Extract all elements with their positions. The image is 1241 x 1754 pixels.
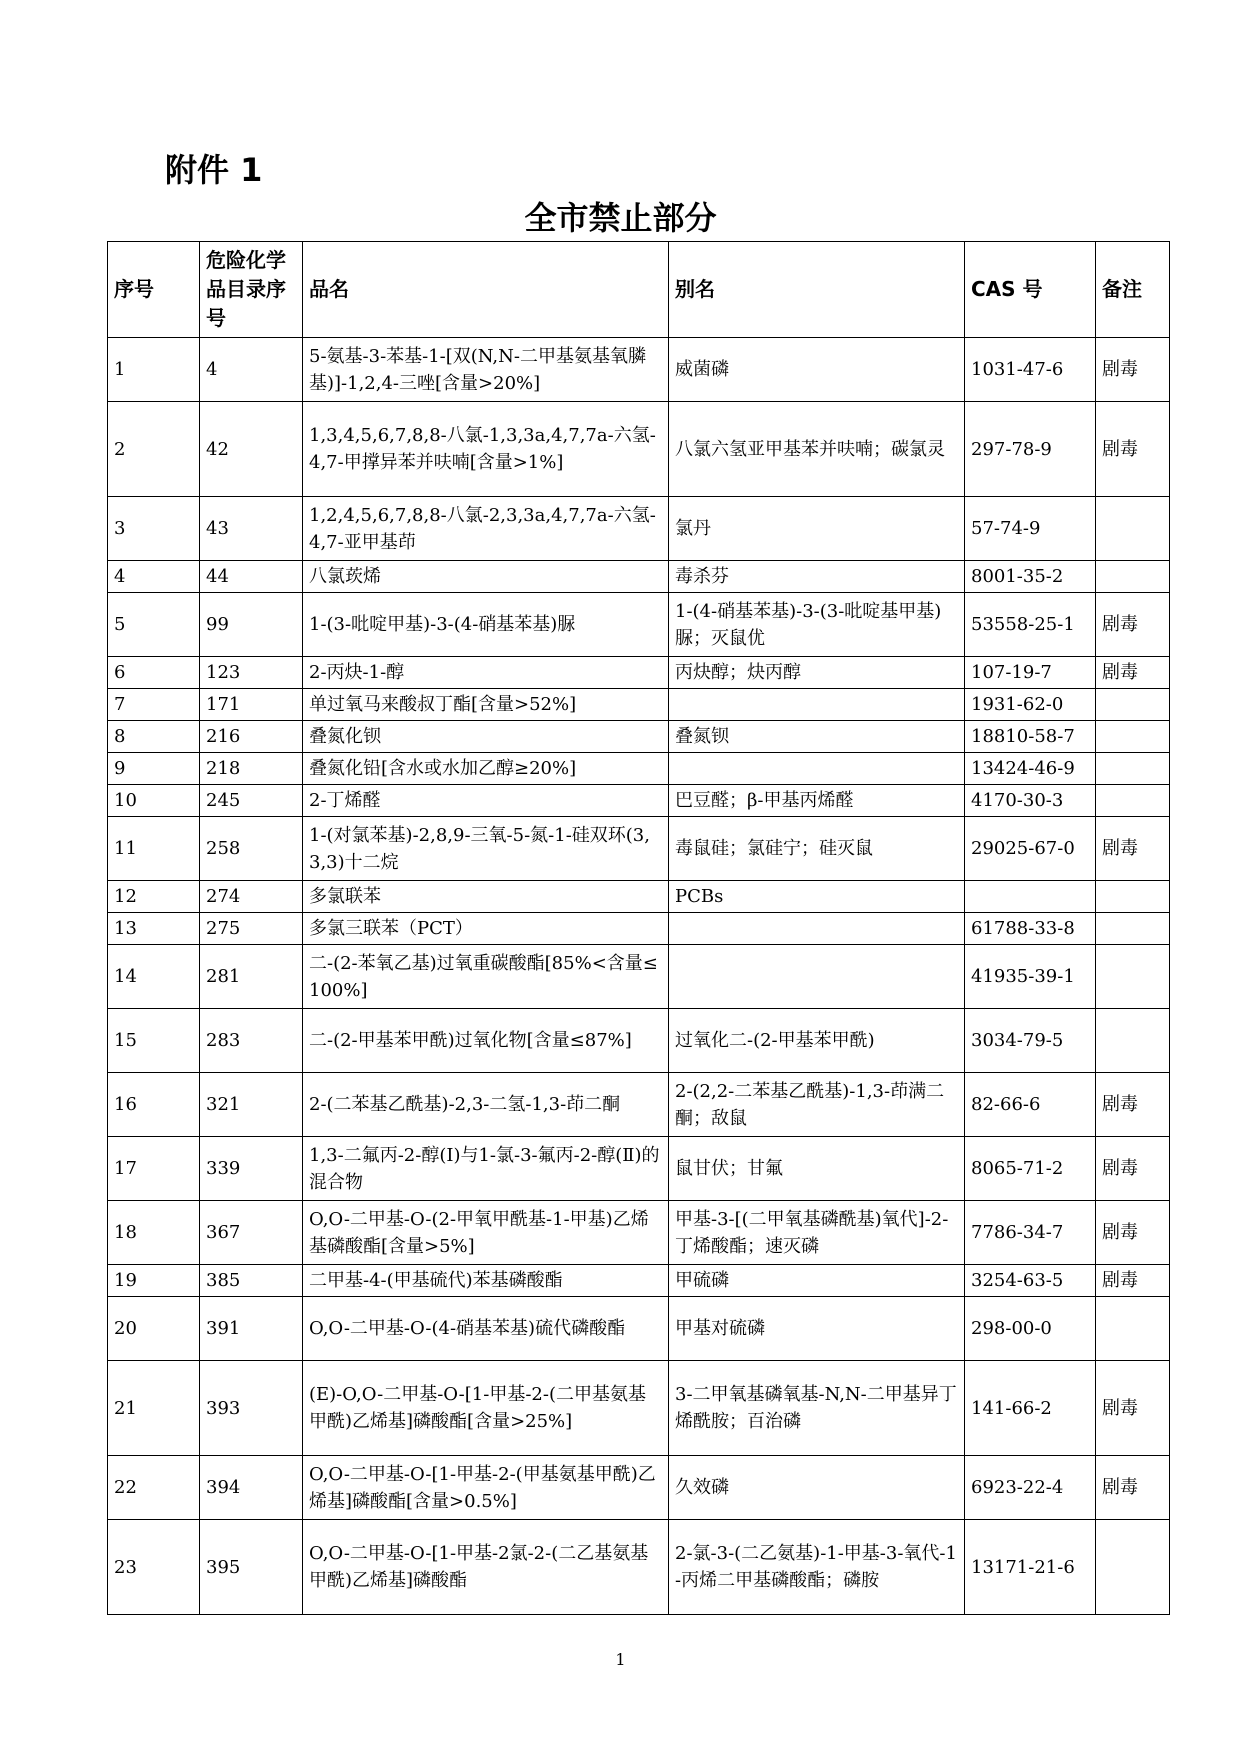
cell-no: 23: [108, 1520, 200, 1615]
cell-name: 多氯联苯: [303, 881, 669, 913]
cell-catalog-no: 367: [200, 1201, 303, 1265]
table-row: [108, 1265, 1170, 1297]
cell-name: O,O-二甲基-O-[1-甲基-2氯-2-(二乙基氨基甲酰)乙烯基]磷酸酯: [303, 1520, 669, 1615]
cell-catalog-no: 393: [200, 1361, 303, 1456]
cell-note: [1096, 1009, 1170, 1073]
table-row: [108, 689, 1170, 721]
cell-cas: 8065-71-2: [965, 1137, 1096, 1201]
cell-catalog-no: 283: [200, 1009, 303, 1073]
cell-alias: 八氯六氢亚甲基苯并呋喃；碳氯灵: [669, 402, 965, 497]
cell-no: 22: [108, 1456, 200, 1520]
cell-no: 15: [108, 1009, 200, 1073]
cell-name: 八氯莰烯: [303, 561, 669, 593]
cell-note: 剧毒: [1096, 593, 1170, 657]
cell-note: 剧毒: [1096, 1201, 1170, 1265]
cell-alias: 甲基-3-[(二甲氧基磷酰基)氧代]-2-丁烯酸酯；速灭磷: [669, 1201, 965, 1265]
cell-name: 1,2,4,5,6,7,8,8-八氯-2,3,3a,4,7,7a-六氢-4,7-亚甲基茚: [303, 497, 669, 561]
cell-alias: [669, 689, 965, 721]
cell-catalog-no: 385: [200, 1265, 303, 1297]
cell-catalog-no: 274: [200, 881, 303, 913]
cell-alias: 毒杀芬: [669, 561, 965, 593]
cell-alias: 2-(2,2-二苯基乙酰基)-1,3-茚满二酮；敌鼠: [669, 1073, 965, 1137]
cell-no: 21: [108, 1361, 200, 1456]
cell-cas: 13171-21-6: [965, 1520, 1096, 1615]
cell-name: 1,3,4,5,6,7,8,8-八氯-1,3,3a,4,7,7a-六氢-4,7-甲撑异苯并呋喃[含量>1%]: [303, 402, 669, 497]
cell-no: 4: [108, 561, 200, 593]
cell-note: 剧毒: [1096, 402, 1170, 497]
cell-no: 10: [108, 785, 200, 817]
cell-cas: 298-00-0: [965, 1297, 1096, 1361]
cell-no: 19: [108, 1265, 200, 1297]
cell-name: 1-(对氯苯基)-2,8,9-三氧-5-氮-1-硅双环(3,3,3)十二烷: [303, 817, 669, 881]
cell-name: 叠氮化铅[含水或水加乙醇≥20%]: [303, 753, 669, 785]
cell-cas: 4170-30-3: [965, 785, 1096, 817]
cell-cas: 1031-47-6: [965, 338, 1096, 402]
cell-name: 5-氨基-3-苯基-1-[双(N,N-二甲基氨基氧膦基)]-1,2,4-三唑[含量>20%]: [303, 338, 669, 402]
table-row: [108, 338, 1170, 402]
cell-alias: 威菌磷: [669, 338, 965, 402]
cell-name: 2-丙炔-1-醇: [303, 657, 669, 689]
table-row: [108, 1201, 1170, 1265]
cell-note: [1096, 945, 1170, 1009]
cell-catalog-no: 4: [200, 338, 303, 402]
cell-catalog-no: 391: [200, 1297, 303, 1361]
cell-name: O,O-二甲基-O-[1-甲基-2-(甲基氨基甲酰)乙烯基]磷酸酯[含量>0.5%]: [303, 1456, 669, 1520]
cell-catalog-no: 245: [200, 785, 303, 817]
cell-cas: 6923-22-4: [965, 1456, 1096, 1520]
cell-catalog-no: 218: [200, 753, 303, 785]
cell-name: 2-丁烯醛: [303, 785, 669, 817]
cell-catalog-no: 275: [200, 913, 303, 945]
cell-alias: [669, 945, 965, 1009]
cell-cas: [965, 881, 1096, 913]
cell-cas: 29025-67-0: [965, 817, 1096, 881]
table-row: [108, 721, 1170, 753]
cell-cas: 3254-63-5: [965, 1265, 1096, 1297]
cell-cas: 1931-62-0: [965, 689, 1096, 721]
cell-note: 剧毒: [1096, 1456, 1170, 1520]
cell-cas: 53558-25-1: [965, 593, 1096, 657]
cell-note: [1096, 1297, 1170, 1361]
table-row: [108, 785, 1170, 817]
cell-cas: 13424-46-9: [965, 753, 1096, 785]
table-row: [108, 753, 1170, 785]
cell-alias: 1-(4-硝基苯基)-3-(3-吡啶基甲基)脲；灭鼠优: [669, 593, 965, 657]
cell-cas: 41935-39-1: [965, 945, 1096, 1009]
table-row: [108, 817, 1170, 881]
attachment-heading: 附件 1: [165, 151, 263, 189]
cell-note: [1096, 1520, 1170, 1615]
cell-alias: 久效磷: [669, 1456, 965, 1520]
cell-name: 叠氮化钡: [303, 721, 669, 753]
page-number: 1: [615, 1650, 626, 1669]
cell-alias: [669, 753, 965, 785]
cell-name: 二甲基-4-(甲基硫代)苯基磷酸酯: [303, 1265, 669, 1297]
cell-cas: 3034-79-5: [965, 1009, 1096, 1073]
cell-name: 1-(3-吡啶甲基)-3-(4-硝基苯基)脲: [303, 593, 669, 657]
cell-alias: 丙炔醇；炔丙醇: [669, 657, 965, 689]
cell-note: [1096, 561, 1170, 593]
cell-alias: 巴豆醛；β-甲基丙烯醛: [669, 785, 965, 817]
cell-catalog-no: 171: [200, 689, 303, 721]
cell-note: 剧毒: [1096, 338, 1170, 402]
page-title: 全市禁止部分: [524, 199, 717, 237]
cell-name: O,O-二甲基-O-(4-硝基苯基)硫代磷酸酯: [303, 1297, 669, 1361]
table-row: [108, 497, 1170, 561]
cell-catalog-no: 339: [200, 1137, 303, 1201]
col-header-no: 序号: [108, 242, 200, 338]
cell-note: 剧毒: [1096, 1137, 1170, 1201]
cell-cas: 141-66-2: [965, 1361, 1096, 1456]
cell-note: [1096, 881, 1170, 913]
table-row: [108, 1456, 1170, 1520]
cell-name: 2-(二苯基乙酰基)-2,3-二氢-1,3-茚二酮: [303, 1073, 669, 1137]
cell-catalog-no: 281: [200, 945, 303, 1009]
cell-cas: 82-66-6: [965, 1073, 1096, 1137]
table-row: [108, 1137, 1170, 1201]
cell-no: 20: [108, 1297, 200, 1361]
cell-no: 8: [108, 721, 200, 753]
cell-note: 剧毒: [1096, 1361, 1170, 1456]
cell-name: (E)-O,O-二甲基-O-[1-甲基-2-(二甲基氨基甲酰)乙烯基]磷酸酯[含量>25%]: [303, 1361, 669, 1456]
cell-no: 6: [108, 657, 200, 689]
cell-cas: 7786-34-7: [965, 1201, 1096, 1265]
table-row: [108, 1361, 1170, 1456]
cell-alias: PCBs: [669, 881, 965, 913]
cell-note: 剧毒: [1096, 657, 1170, 689]
cell-no: 7: [108, 689, 200, 721]
table-header-row: [108, 242, 1170, 338]
col-header-name: 品名: [303, 242, 669, 338]
cell-no: 1: [108, 338, 200, 402]
cell-cas: 61788-33-8: [965, 913, 1096, 945]
table-row: [108, 913, 1170, 945]
cell-alias: 叠氮钡: [669, 721, 965, 753]
cell-catalog-no: 321: [200, 1073, 303, 1137]
cell-catalog-no: 99: [200, 593, 303, 657]
cell-alias: 2-氯-3-(二乙氨基)-1-甲基-3-氧代-1-丙烯二甲基磷酸酯；磷胺: [669, 1520, 965, 1615]
table-row: [108, 1297, 1170, 1361]
table-row: [108, 402, 1170, 497]
table-row: [108, 945, 1170, 1009]
col-header-note: 备注: [1096, 242, 1170, 338]
cell-no: 5: [108, 593, 200, 657]
cell-catalog-no: 395: [200, 1520, 303, 1615]
table-row: [108, 657, 1170, 689]
cell-no: 18: [108, 1201, 200, 1265]
cell-note: [1096, 913, 1170, 945]
cell-note: 剧毒: [1096, 1073, 1170, 1137]
cell-cas: 107-19-7: [965, 657, 1096, 689]
cell-no: 11: [108, 817, 200, 881]
table-body: [108, 338, 1170, 1615]
col-header-alias: 别名: [669, 242, 965, 338]
table-row: [108, 561, 1170, 593]
cell-alias: 3-二甲氧基磷氧基-N,N-二甲基异丁烯酰胺；百治磷: [669, 1361, 965, 1456]
cell-alias: 过氧化二-(2-甲基苯甲酰): [669, 1009, 965, 1073]
cell-name: 多氯三联苯（PCT）: [303, 913, 669, 945]
cell-alias: 甲基对硫磷: [669, 1297, 965, 1361]
cell-alias: 鼠甘伏；甘氟: [669, 1137, 965, 1201]
cell-catalog-no: 394: [200, 1456, 303, 1520]
cell-no: 9: [108, 753, 200, 785]
cell-alias: 毒鼠硅；氯硅宁；硅灭鼠: [669, 817, 965, 881]
cell-name: 1,3-二氟丙-2-醇(Ⅰ)与1-氯-3-氟丙-2-醇(Ⅱ)的混合物: [303, 1137, 669, 1201]
cell-note: [1096, 689, 1170, 721]
table-row: [108, 881, 1170, 913]
cell-no: 13: [108, 913, 200, 945]
cell-note: [1096, 785, 1170, 817]
cell-no: 3: [108, 497, 200, 561]
cell-note: 剧毒: [1096, 1265, 1170, 1297]
cell-cas: 18810-58-7: [965, 721, 1096, 753]
cell-cas: 297-78-9: [965, 402, 1096, 497]
table-row: [108, 593, 1170, 657]
col-header-catalog-no: 危险化学品目录序号: [200, 242, 303, 338]
cell-alias: 氯丹: [669, 497, 965, 561]
cell-no: 17: [108, 1137, 200, 1201]
cell-catalog-no: 258: [200, 817, 303, 881]
col-header-cas: CAS 号: [965, 242, 1096, 338]
cell-catalog-no: 123: [200, 657, 303, 689]
cell-catalog-no: 43: [200, 497, 303, 561]
cell-name: 单过氧马来酸叔丁酯[含量>52%]: [303, 689, 669, 721]
chemical-table: [107, 241, 1170, 1615]
cell-alias: [669, 913, 965, 945]
cell-catalog-no: 42: [200, 402, 303, 497]
cell-note: [1096, 753, 1170, 785]
table-row: [108, 1009, 1170, 1073]
cell-name: 二-(2-苯氧乙基)过氧重碳酸酯[85%<含量≤100%]: [303, 945, 669, 1009]
cell-catalog-no: 44: [200, 561, 303, 593]
table-row: [108, 1073, 1170, 1137]
cell-note: [1096, 497, 1170, 561]
cell-no: 12: [108, 881, 200, 913]
cell-catalog-no: 216: [200, 721, 303, 753]
cell-note: 剧毒: [1096, 817, 1170, 881]
cell-cas: 57-74-9: [965, 497, 1096, 561]
cell-name: 二-(2-甲基苯甲酰)过氧化物[含量≤87%]: [303, 1009, 669, 1073]
table-row: [108, 1520, 1170, 1615]
cell-note: [1096, 721, 1170, 753]
cell-no: 14: [108, 945, 200, 1009]
cell-no: 16: [108, 1073, 200, 1137]
cell-alias: 甲硫磷: [669, 1265, 965, 1297]
cell-cas: 8001-35-2: [965, 561, 1096, 593]
cell-no: 2: [108, 402, 200, 497]
cell-name: O,O-二甲基-O-(2-甲氧甲酰基-1-甲基)乙烯基磷酸酯[含量>5%]: [303, 1201, 669, 1265]
